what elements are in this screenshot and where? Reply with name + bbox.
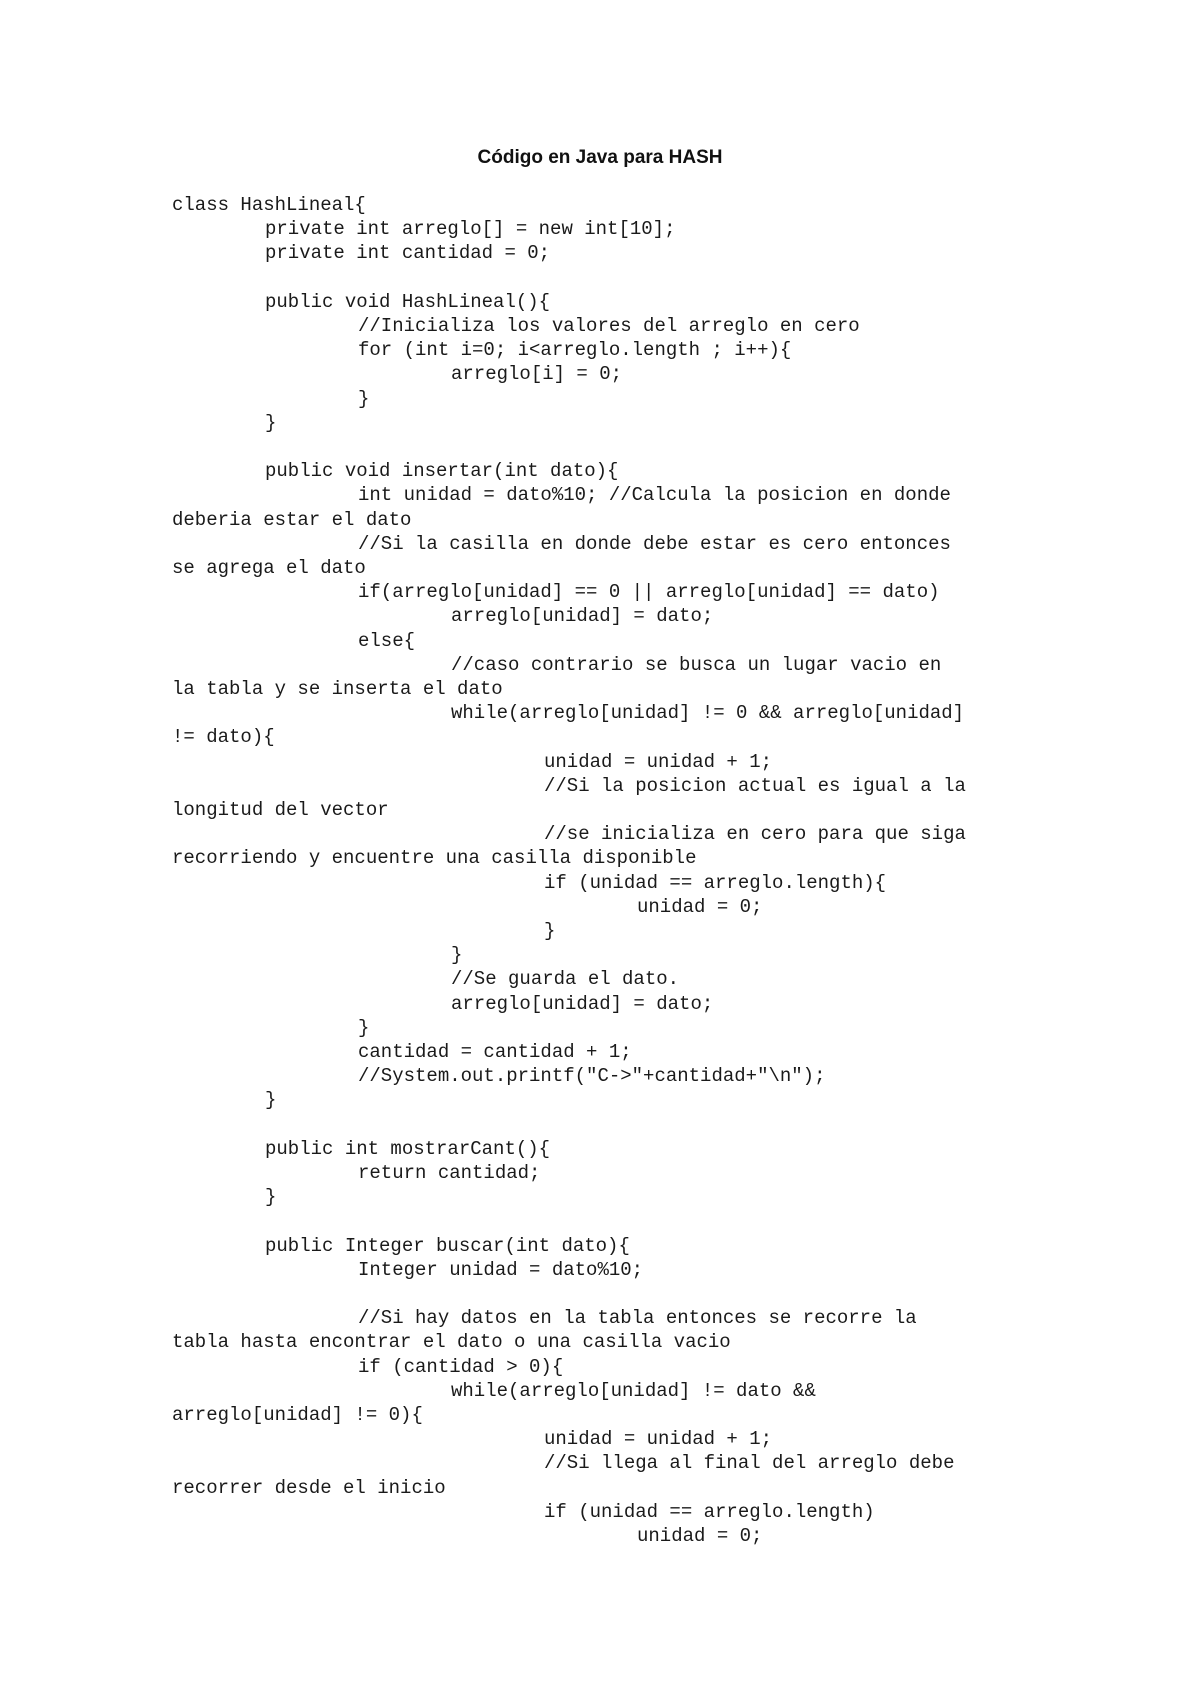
code-line: unidad = 0; [637,895,763,918]
code-line: } [358,1016,370,1039]
code-line: if(arreglo[unidad] == 0 || arreglo[unidad] == dato) [358,581,940,604]
code-line: se agrega el dato [172,557,366,579]
code-line: unidad = unidad + 1; [544,750,773,773]
code-line: //Si hay datos en la tabla entonces se recorre la [358,1307,917,1330]
code-line: private int arreglo[] = new int[10]; [265,218,676,241]
code-line: while(arreglo[unidad] != dato && [451,1379,816,1402]
code-line: public Integer buscar(int dato){ [265,1234,630,1257]
code-line: //System.out.printf("C->"+cantidad+"\n"); [358,1065,826,1088]
code-line: recorriendo y encuentre una casilla disponible [172,847,697,870]
code-line: return cantidad; [358,1162,541,1184]
code-line: } [265,411,277,434]
code-line: recorrer desde el inicio [172,1476,446,1499]
code-line: unidad = unidad + 1; [544,1428,773,1451]
code-line: //se inicializa en cero para que siga [544,823,966,846]
code-line: //Si la posicion actual es igual a la [544,774,966,797]
code-line: } [265,1089,277,1112]
code-line: } [358,387,370,410]
code-line: } [265,1186,277,1209]
code-line: tabla hasta encontrar el dato o una casilla vacio [172,1331,731,1354]
code-line: public int mostrarCant(){ [265,1137,551,1160]
code-line: int unidad = dato%10; //Calcula la posicion en donde [358,484,951,507]
code-line: cantidad = cantidad + 1; [358,1041,632,1063]
code-line: private int cantidad = 0; [265,242,551,265]
page-title: Código en Java para HASH [477,147,723,168]
code-line: //Se guarda el dato. [451,968,680,991]
code-line: la tabla y se inserta el dato [172,678,503,700]
code-line: unidad = 0; [637,1525,763,1547]
code-line: //Si llega al final del arreglo debe [544,1452,955,1475]
code-line: public void insertar(int dato){ [265,460,619,483]
code-line: public void HashLineal(){ [265,290,551,313]
code-line: else{ [358,629,416,652]
code-line: while(arreglo[unidad] != 0 && arreglo[unidad] [451,702,965,725]
code-line: if (unidad == arreglo.length){ [544,871,887,894]
code-line: //caso contrario se busca un lugar vacio en [451,653,942,676]
code-line: Integer unidad = dato%10; [358,1258,644,1281]
code-line: class HashLineal{ [172,194,366,216]
code-line: //Si la casilla en donde debe estar es cero entonces [358,532,951,555]
code-line: arreglo[unidad] != 0){ [172,1404,423,1426]
code-line: } [544,920,556,942]
code-line: if (cantidad > 0){ [358,1355,564,1378]
code-line: longitud del vector [172,799,389,821]
code-line: for (int i=0; i<arreglo.length ; i++){ [358,339,792,362]
code-line: //Inicializa los valores del arreglo en cero [358,315,860,337]
code-line: arreglo[unidad] = dato; [451,992,714,1015]
code-line: } [451,944,463,967]
code-line: != dato){ [172,726,275,749]
code-line: if (unidad == arreglo.length) [544,1500,875,1523]
code-line: deberia estar el dato [172,508,412,531]
code-line: arreglo[unidad] = dato; [451,605,714,628]
code-line: arreglo[i] = 0; [451,363,623,386]
